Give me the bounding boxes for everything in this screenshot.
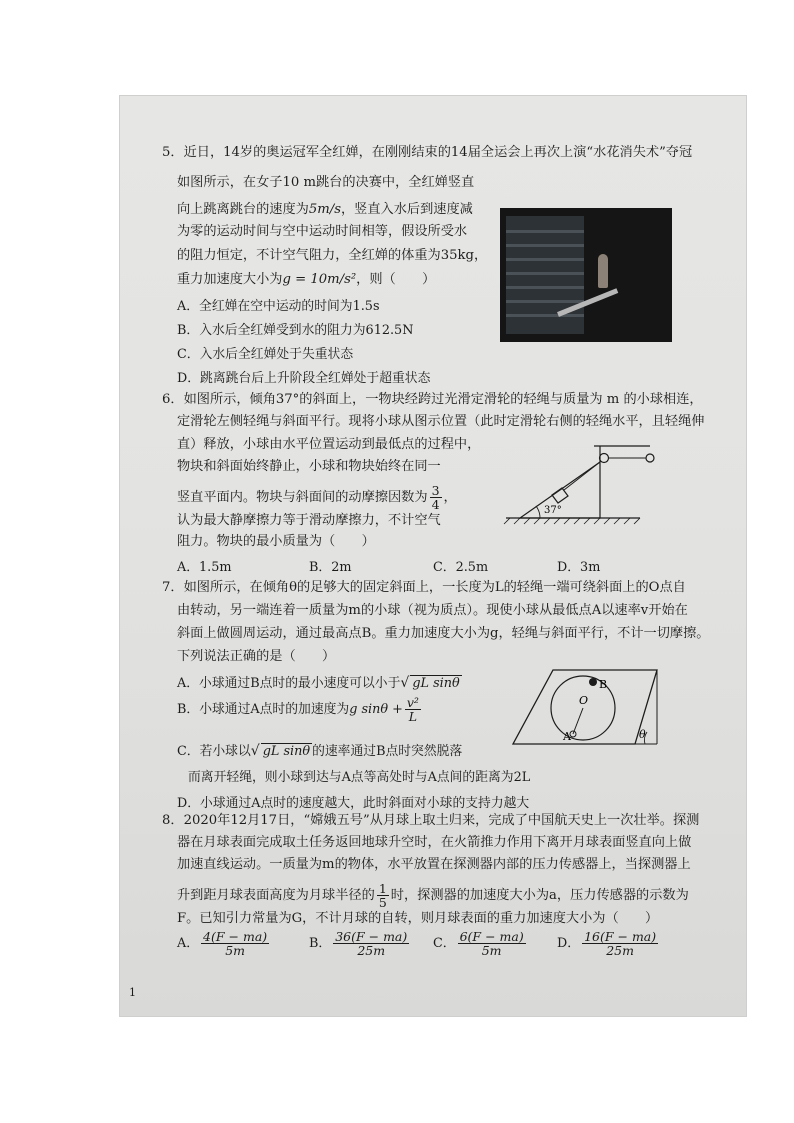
ball-b-icon [589, 678, 597, 686]
angle-label: 37° [544, 505, 562, 516]
q5-line-3: 向上跳离跳台的速度为5m/s，竖直入水后到速度减 [177, 202, 473, 217]
q5-line-5: 的阻力恒定，不计空气阻力，全红婵的体重为35kg， [177, 248, 488, 263]
q8-line-3: 加速直线运动。一质量为m的物体，水平放置在探测器内部的压力传感器上，当探测器上 [177, 857, 691, 872]
q8-line-4: 升到距月球表面高度为月球半径的 $\frac{1}{5}$ 时，探测器的加速度大小为a，压力传感器的示数为 [177, 881, 689, 910]
q7-line-2: 由转动，另一端连着一质量为m的小球（视为质点）。现使小球从最低点A以速率v开始在 [177, 603, 688, 618]
diving-photo [500, 208, 672, 342]
q8-option-b: B． $\frac{36(F - ma)}{25m}$ [309, 929, 408, 958]
q7-option-c: C．若小球以√ gL sinθ 的速率通过B点时突然脱落 [177, 743, 463, 759]
label-theta: θ [639, 728, 646, 741]
q6-line-4: 物块和斜面始终静止，小球和物块始终在同一 [177, 459, 441, 474]
q7-option-b: B．小球通过A点时的加速度为g sinθ + $\frac{\text{v²}}{L}$ [177, 695, 419, 724]
q8-option-a: A． $\frac{4(F - ma)}{5m}$ [177, 929, 268, 958]
fraction-one-fifth: $\frac{1}{5}$ [378, 881, 387, 910]
q5-option-d: D．跳离跳台后上升阶段全红婵处于超重状态 [177, 371, 431, 386]
diver-figure [598, 254, 608, 288]
q7-option-c-cont: 而离开轻绳，则小球到达与A点等高处时与A点间的距离为2L [188, 770, 531, 785]
q7-option-a: A．小球通过B点时的最小速度可以小于√ gL sinθ [177, 675, 460, 691]
page-number: 1 [129, 986, 136, 999]
q8-line-2: 器在月球表面完成取土任务返回地球升空时，在火箭推力作用下离开月球表面竖直向上做 [177, 835, 692, 850]
q7-line-4: 下列说法正确的是（ ） [177, 649, 336, 664]
q7-line-1: 7．如图所示，在倾角θ的足够大的固定斜面上，一长度为L的轻绳一端可绕斜面上的O点自 [162, 580, 686, 595]
q5-option-a: A．全红婵在空中运动的时间为1.5s [177, 299, 380, 314]
q6-line-6: 认为最大静摩擦力等于滑动摩擦力，不计空气 [177, 513, 441, 528]
q6-line-2: 定滑轮左侧轻绳与斜面平行。现将小球从图示位置（此时定滑轮右侧的轻绳水平，且轻绳伸 [177, 414, 705, 429]
q6-option-d: D．3m [557, 560, 601, 575]
label-o: O [579, 694, 589, 707]
q5-line-1: 5．近日，14岁的奥运冠军全红婵，在刚刚结束的14届全运会上再次上演“水花消失术”夺冠 [162, 145, 693, 160]
q6-line-3: 直）释放，小球由水平位置运动到最低点的过程中， [177, 437, 481, 452]
q7-line-3: 斜面上做圆周运动，通过最高点B。重力加速度大小为g，轻绳与斜面平行，不计一切摩擦。 [177, 626, 710, 641]
q5-line-4: 为零的运动时间与空中运动时间相等，假设所受水 [177, 224, 468, 239]
label-a: A [563, 730, 571, 743]
q6-line-7: 阻力。物块的最小质量为（ ） [177, 534, 375, 549]
q6-line-1: 6．如图所示，倾角37°的斜面上，一物块经跨过光滑定滑轮的轻绳与质量为 m 的小球相连， [162, 392, 703, 407]
fraction-three-quarters: $\frac{3}{4}$ [431, 483, 440, 512]
inclined-circle-diagram [505, 660, 665, 750]
q5-option-c: C．入水后全红婵处于失重状态 [177, 347, 354, 362]
q6-line-5: 竖直平面内。物块与斜面间的动摩擦因数为 $\frac{3}{4}$ ， [177, 483, 457, 512]
q8-line-1: 8．2020年12月17日，“嫦娥五号”从月球上取土归来，完成了中国航天史上一次壮举。探测 [162, 813, 700, 828]
incline-pulley-diagram [500, 440, 660, 530]
label-b: B [599, 678, 608, 691]
q8-option-c: C． $\frac{6(F - ma)}{5m}$ [433, 929, 524, 958]
q8-option-d: D． $\frac{16(F - ma)}{25m}$ [557, 929, 657, 958]
q5-line-2: 如图所示，在女子10 m跳台的决赛中，全红婵竖直 [177, 175, 475, 190]
scoreboard [506, 216, 584, 334]
q8-line-5: F。已知引力常量为G，不计月球的自转，则月球表面的重力加速度大小为（ ） [177, 911, 659, 926]
q6-option-b: B．2m [309, 560, 352, 575]
q5-option-b: B．入水后全红婵受到水的阻力为612.5N [177, 323, 414, 338]
q5-line-6: 重力加速度大小为g = 10m/s²，则（ ） [177, 272, 436, 287]
ball-icon [646, 454, 654, 462]
q6-option-a: A．1.5m [177, 560, 232, 575]
q6-option-c: C．2.5m [433, 560, 489, 575]
q7-option-d: D．小球通过A点时的速度越大，此时斜面对小球的支持力越大 [177, 796, 530, 811]
